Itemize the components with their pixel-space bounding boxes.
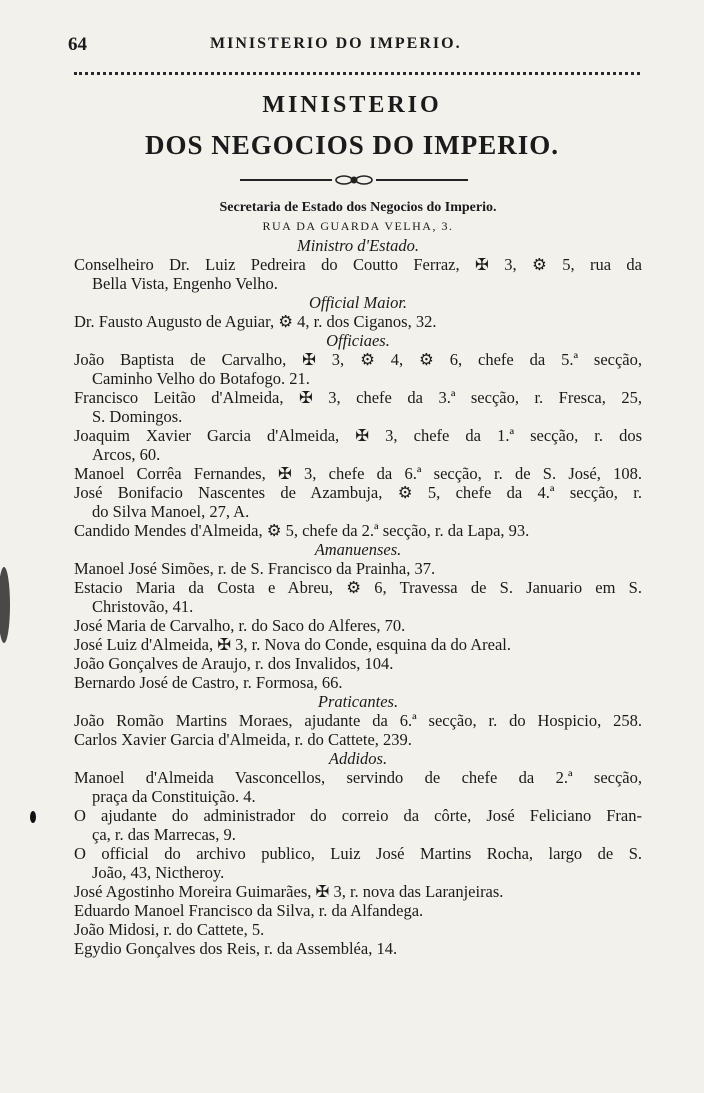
entry-line: João Midosi, r. do Cattete, 5. <box>74 920 265 939</box>
entry-line: João Baptista de Carvalho, ✠ 3, ⚙ 4, ⚙ 6, chefe da 5.ª secção, <box>74 350 642 369</box>
entry-line: Caminho Velho do Botafogo. 21. <box>92 369 310 388</box>
entry-line: praça da Constituição. 4. <box>92 787 256 806</box>
entry-line: Christovão, 41. <box>92 597 194 616</box>
binding-shadow-icon <box>0 560 16 650</box>
subheading-official-maior: Official Maior. <box>308 293 408 312</box>
section-address: RUA DA GUARDA VELHA, 3. <box>262 219 454 233</box>
entry-line: José Bonifacio Nascentes de Azambuja, ⚙ 5, chefe da 4.ª secção, r. <box>74 483 642 502</box>
entry-line: Francisco Leitão d'Almeida, ✠ 3, chefe da 3.ª secção, r. Fresca, 25, <box>74 388 642 407</box>
entry-line: Bernardo José de Castro, r. Formosa, 66. <box>74 673 343 692</box>
entry-line: Estacio Maria da Costa e Abreu, ⚙ 6, Travessa de S. Januario em S. <box>74 578 642 597</box>
subheading-addidos: Addidos. <box>328 749 388 768</box>
ornament-rule-icon <box>240 172 468 188</box>
entry-line: Dr. Fausto Augusto de Aguiar, ⚙ 4, r. dos Ciganos, 32. <box>74 312 437 331</box>
title-line-1: MINISTERIO <box>262 92 442 118</box>
entry-line: Bella Vista, Engenho Velho. <box>92 274 278 293</box>
entry-line: do Silva Manoel, 27, A. <box>92 502 250 521</box>
subheading-praticantes: Praticantes. <box>317 692 399 711</box>
entry-line: Egydio Gonçalves dos Reis, r. da Assembléa, 14. <box>74 939 398 958</box>
entry-line: João Gonçalves de Araujo, r. dos Invalidos, 104. <box>74 654 394 673</box>
running-head <box>60 30 640 56</box>
page-number: 64 <box>68 34 87 55</box>
entry-line: Manoel d'Almeida Vasconcellos, servindo de chefe da 2.ª secção, <box>74 768 642 787</box>
entry-line: Arcos, 60. <box>92 445 161 464</box>
entry-line: S. Domingos. <box>92 407 183 426</box>
entry-line: O ajudante do administrador do correio da côrte, José Feliciano Fran- <box>74 806 642 825</box>
header-rule <box>74 72 640 75</box>
entry-line: O official do archivo publico, Luiz José Martins Rocha, largo de S. <box>74 844 642 863</box>
title-line-2: DOS NEGOCIOS DO IMPERIO. <box>144 130 560 160</box>
entry-line: José Luiz d'Almeida, ✠ 3, r. Nova do Conde, esquina da do Areal. <box>74 635 512 654</box>
entry-line: José Agostinho Moreira Guimarães, ✠ 3, r. nova das Laranjeiras. <box>74 882 504 901</box>
entry-line: Carlos Xavier Garcia d'Almeida, r. do Cattete, 239. <box>74 730 412 749</box>
subheading-ministro: Ministro d'Estado. <box>296 236 420 255</box>
entry-line: ça, r. das Marrecas, 9. <box>92 825 236 844</box>
entry-line: José Maria de Carvalho, r. do Saco do Alferes, 70. <box>74 616 406 635</box>
entry-line: Candido Mendes d'Almeida, ⚙ 5, chefe da 2.ª secção, r. da Lapa, 93. <box>74 521 530 540</box>
entry-line: Manoel José Simões, r. de S. Francisco da Prainha, 37. <box>74 559 436 578</box>
ink-spot-icon <box>28 808 38 826</box>
text-body <box>74 198 642 958</box>
entry-line: João Romão Martins Moraes, ajudante da 6.ª secção, r. do Hospicio, 258. <box>74 711 642 730</box>
entry-line: Joaquim Xavier Garcia d'Almeida, ✠ 3, chefe da 1.ª secção, r. dos <box>74 426 642 445</box>
running-title: MINISTERIO DO IMPERIO. <box>210 35 462 52</box>
section-heading: Secretaria de Estado dos Negocios do Imperio. <box>219 200 497 215</box>
entry-line: Eduardo Manoel Francisco da Silva, r. da Alfandega. <box>74 901 424 920</box>
entry-line: João, 43, Nictheroy. <box>92 863 225 882</box>
subheading-amanuenses: Amanuenses. <box>314 540 402 559</box>
entry-line: Manoel Corrêa Fernandes, ✠ 3, chefe da 6.ª secção, r. de S. José, 108. <box>74 464 642 483</box>
entry-line: Conselheiro Dr. Luiz Pedreira do Coutto Ferraz, ✠ 3, ⚙ 5, rua da <box>74 255 642 274</box>
subheading-officiaes: Officiaes. <box>326 331 390 350</box>
